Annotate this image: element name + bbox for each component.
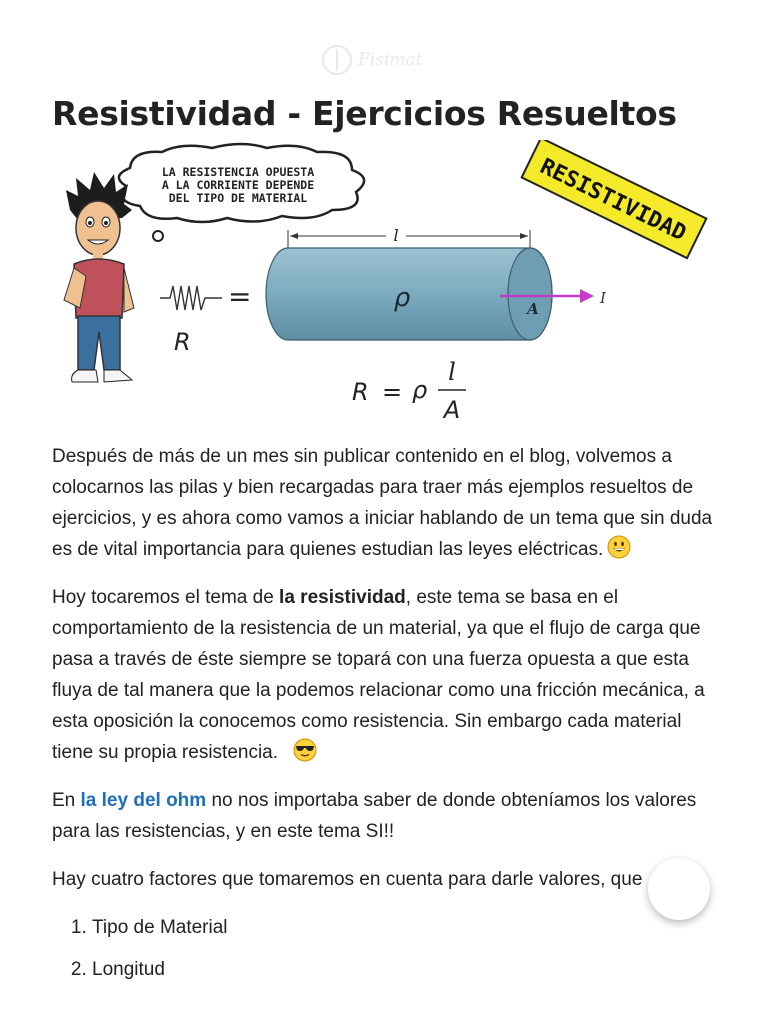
formula-equals: = (382, 378, 403, 406)
article-body (52, 441, 722, 996)
bubble-line-1: LA RESISTENCIA OPUESTA (161, 165, 315, 179)
floating-action-button[interactable] (648, 858, 710, 920)
paragraph-resistividad-start: Hoy tocaremos el tema de (52, 587, 280, 608)
ley-del-ohm-link[interactable]: la ley del ohm (80, 790, 207, 811)
resistor-label: R (174, 328, 191, 356)
grinning-emoji-icon (607, 535, 631, 559)
formula-numerator: l (448, 358, 456, 386)
paragraph-ley-ohm-rest: no nos importaba saber de donde obteníamos los valores para las resistencias, y en este tema SI!! (52, 790, 697, 842)
bubble-line-3: DEL TIPO DE MATERIAL (168, 191, 308, 205)
paragraph-resistividad-rest: , este tema se basa en el comportamiento de la resistencia de un material, ya que el flujo de carga que pasa a través de éste siempre se topará con una fuerza opuesta a que esta fluya de tal manera que la podemos relacionar como una fricción mecánica, a esta oposición la conocemos como resistencia. Sin embargo cada material tiene su propia resistencia. (52, 587, 705, 763)
current-label: I (600, 289, 606, 307)
factors-list (52, 912, 722, 985)
paragraph-intro-text: Después de más de un mes sin publicar contenido en el blog, volvemos a colocarnos las pilas y bien recargadas para traer más ejemplos resueltos de ejercicios, y es ahora como vamos a iniciar hablando de un tema que sin duda es de vital importancia para quienes estudian las leyes eléctricas. (52, 446, 713, 560)
resistivity-formula (352, 358, 466, 424)
list-item: 1. Tipo de Material (92, 912, 722, 943)
bold-resistividad: la resistividad (279, 587, 406, 608)
paragraph-factores: Hay cuatro factores que tomaremos en cuenta para darle valores, que (52, 869, 643, 890)
paragraph-intro (52, 441, 722, 565)
rho-label: ρ (393, 283, 411, 313)
list-item: 2. Longitud (92, 954, 722, 985)
formula-denominator: A (443, 396, 461, 424)
length-label: l (393, 226, 399, 245)
equals-sign: = (228, 280, 252, 313)
formula-lhs: R (352, 378, 369, 406)
paragraph-resistividad (52, 582, 722, 768)
article-title: Resistividad - Ejercicios Resueltos (52, 94, 677, 133)
logo-icon (322, 45, 352, 75)
resistor-symbol (160, 280, 251, 356)
paragraph-ley-ohm-start: En (52, 790, 81, 811)
badge-text: RESISTIVIDAD (535, 154, 690, 247)
formula-rho: ρ (412, 376, 428, 404)
site-logo[interactable] (322, 44, 442, 76)
conductor-cylinder (266, 248, 552, 340)
logo-text: Fisimat (358, 50, 423, 70)
paragraph-ley-ohm (52, 785, 722, 847)
area-label: A (527, 300, 539, 318)
speech-bubble (119, 144, 364, 241)
cartoon-character-illustration (64, 172, 134, 382)
resistividad-badge (522, 140, 707, 258)
hero-illustration (52, 140, 732, 430)
bubble-line-2: A LA CORRIENTE DEPENDE (161, 178, 315, 192)
sunglasses-emoji-icon (293, 738, 317, 762)
